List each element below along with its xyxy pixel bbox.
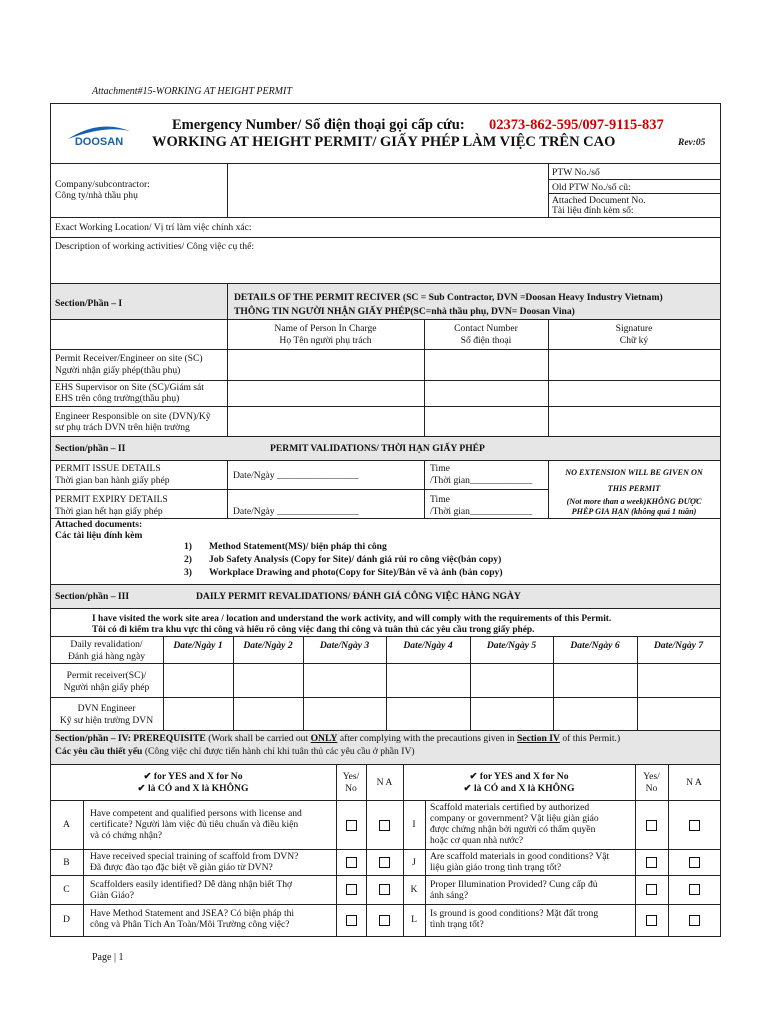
item-l-yes-checkbox[interactable] <box>646 915 657 926</box>
section-4-note-end: of this Permit.) <box>562 733 621 744</box>
item-d-line-1: Have Method Statement and JSEA? Có biện pháp thi <box>90 908 295 919</box>
compliance-statement-vi: Tôi có đi kiểm tra khu vực thi công và hiểu rõ công việc đang thi công và tuân thủ các yêu cầu trong giấy phép. <box>92 625 535 635</box>
item-i-yes-checkbox[interactable] <box>646 820 657 831</box>
item-c-yes-checkbox[interactable] <box>346 884 357 895</box>
day-4-header: Date/Ngày 4 <box>403 640 453 651</box>
expiry-date-field[interactable]: Date/Ngày _________________ <box>233 506 359 517</box>
doosan-logo <box>65 121 133 151</box>
day-3-header: Date/Ngày 3 <box>319 640 370 651</box>
day-1-header: Date/Ngày 1 <box>173 640 223 651</box>
section-4-title-vi: Các yêu cầu thiết yếu <box>55 746 143 757</box>
item-d-na-checkbox[interactable] <box>379 915 390 926</box>
row-ehs-supervisor-vi: EHS trên công trường(thầu phụ) <box>55 393 180 404</box>
logo-text: DOOSAN <box>74 136 124 148</box>
item-c-na-checkbox[interactable] <box>379 884 390 895</box>
no-header-left: No <box>345 783 357 794</box>
item-j-na-checkbox[interactable] <box>689 857 700 868</box>
compliance-statement-en: I have visited the work site area / location and understand the work activity, and will comply with the requirements of this Permit. <box>92 614 612 624</box>
item-a-line-2: certificate? Người làm việc đủ tiêu chuẩn và điều kiện <box>90 819 299 830</box>
item-k-yes-checkbox[interactable] <box>646 884 657 895</box>
attached-doc-label-vi: Tài liệu đính kèm số: <box>552 205 634 216</box>
item-b-line-2: Đã được đào tạo đặc biệt về giàn giáo từ DVN? <box>90 862 273 873</box>
section-4-note-line-vi <box>55 746 415 757</box>
item-a-yes-checkbox[interactable] <box>346 820 357 831</box>
permit-receiver-row-en: Permit receiver(SC)/ <box>66 670 147 681</box>
na-header-left: N A <box>376 777 393 788</box>
no-extension-note-4: PHÉP GIA HẠN (không quá 1 tuần) <box>571 507 697 516</box>
company-label-en: Company/subcontractor: <box>55 179 150 190</box>
daily-revalidation-vi: Đánh giá hàng ngày <box>68 651 145 662</box>
dvn-engineer-row-en: DVN Engineer <box>77 703 136 714</box>
row-dvn-engineer-vi: sư phụ trách DVN trên hiện trường <box>55 422 190 433</box>
page-number: Page | 1 <box>92 952 124 963</box>
doc-2-text: Job Safety Analysis (Copy for Site)/ đánh giá rủi ro công việc(bản copy) <box>209 554 502 565</box>
column-signature-vi: Chữ ký <box>619 335 649 346</box>
item-a-line-1: Have competent and qualified persons with license and <box>90 808 302 819</box>
revision-label: Rev:05 <box>678 138 706 148</box>
attached-doc-label-en: Attached Document No. <box>552 195 646 206</box>
item-b-yes-checkbox[interactable] <box>346 857 357 868</box>
section-1-label: Section/Phần – I <box>55 298 123 309</box>
attached-documents-en: Attached documents: <box>55 519 143 530</box>
item-letter: C <box>63 884 70 895</box>
no-extension-note-1: NO EXTENSION WILL BE GIVEN ON <box>565 468 703 477</box>
item-c-line-2: Giàn Giáo? <box>90 890 134 901</box>
expiry-details-en: PERMIT EXPIRY DETAILS <box>55 494 168 505</box>
doc-3-number: 3) <box>184 567 192 578</box>
item-letter: I <box>412 819 416 830</box>
item-i-line-1: Scaffold materials certified by authorized <box>430 802 590 813</box>
item-letter: A <box>63 819 70 830</box>
item-letter: D <box>63 914 70 925</box>
permit-title: WORKING AT HEIGHT PERMIT/ GIẤY PHÉP LÀM VIỆC TRÊN CAO <box>152 134 616 150</box>
item-i-line-4: hoặc cơ quan nhà nước? <box>430 835 524 846</box>
emergency-label: Emergency Number/ Số điện thoại gọi cấp cứu: <box>172 117 465 133</box>
issue-details-vi: Thời gian ban hành giấy phép <box>55 475 170 486</box>
item-l-line-1: Is ground is good conditions? Mặt đất trong <box>430 908 599 919</box>
issue-details-en: PERMIT ISSUE DETAILS <box>55 463 161 474</box>
section-4-note-pre: (Work shall be carried out <box>208 733 309 744</box>
section-4-label: Section/phần – IV: <box>55 733 131 744</box>
column-contact-en: Contact Number <box>454 323 518 334</box>
item-k-na-checkbox[interactable] <box>689 884 700 895</box>
column-name-en: Name of Person In Charge <box>274 323 377 334</box>
item-letter: K <box>410 884 418 895</box>
section-1-title-en: DETAILS OF THE PERMIT RECIVER (SC = Sub Contractor, DVN =Doosan Heavy Industry Vietnam) <box>234 292 663 303</box>
expiry-time-field[interactable]: /Thời gian_____________ <box>430 506 533 517</box>
doc-2-number: 2) <box>184 554 192 565</box>
section-4-note-mid: after complying with the precautions given in <box>339 733 515 744</box>
section-4-note-only: ONLY <box>310 733 338 744</box>
item-letter: B <box>63 857 70 868</box>
column-signature-en: Signature <box>615 323 653 334</box>
working-location-label: Exact Working Location/ Vị trí làm việc chính xác: <box>55 222 252 233</box>
section-4-note-line <box>55 733 620 744</box>
section-2-label: Section/phần – II <box>55 443 126 454</box>
item-d-yes-checkbox[interactable] <box>346 915 357 926</box>
company-label-vi: Công ty/nhà thầu phụ <box>55 190 138 201</box>
dvn-engineer-row-vi: Kỹ sư hiện trường DVN <box>59 715 154 726</box>
attached-documents-vi: Các tài liệu đính kèm <box>55 530 143 541</box>
no-extension-note-3: (Not more than a week)KHÔNG ĐƯỢC <box>566 497 702 506</box>
day-5-header: Date/Ngày 5 <box>486 640 537 651</box>
item-l-line-2: tình trạng tốt? <box>430 919 484 930</box>
ptw-number-label: PTW No./số <box>552 167 600 178</box>
issue-time-label: Time <box>430 463 450 474</box>
work-description-label: Description of working activities/ Công việc cụ thể: <box>55 241 255 252</box>
item-b-line-1: Have received special training of scaffold from DVN? <box>90 851 299 862</box>
item-k-line-1: Proper Illumination Provided? Cung cấp đủ <box>430 879 598 890</box>
section-4-title: PREREQUISITE <box>133 733 206 744</box>
doc-3-text: Workplace Drawing and photo(Copy for Site)/Bản vẽ và ảnh (bản copy) <box>209 567 503 578</box>
day-2-header: Date/Ngày 2 <box>243 640 293 651</box>
no-extension-note-2: THIS PERMIT <box>607 484 661 493</box>
day-7-header: Date/Ngày 7 <box>653 640 704 651</box>
company-field[interactable] <box>229 165 546 215</box>
section-3-label: Section/phần – III <box>55 591 130 602</box>
legend-right-vi: ✔ là CÓ and X là KHÔNG <box>463 783 575 794</box>
column-name-vi: Họ Tên người phụ trách <box>279 335 372 346</box>
item-letter: L <box>411 914 417 925</box>
item-k-line-2: ánh sáng? <box>430 890 469 901</box>
doc-1-text: Method Statement(MS)/ biện pháp thi công <box>209 541 387 552</box>
legend-left-en: ✔ for YES and X for No <box>143 771 243 782</box>
item-i-na-checkbox[interactable] <box>689 820 700 831</box>
doc-1-number: 1) <box>184 541 192 552</box>
yes-header-left: Yes/ <box>342 771 360 782</box>
item-i-line-2: company or government? Vật liệu giàn giáo <box>430 813 599 824</box>
permit-receiver-row-vi: Người nhận giấy phép <box>63 682 150 693</box>
section-4-note-ref: Section IV <box>517 733 560 744</box>
item-c-line-1: Scaffolders easily identified? Dễ dàng nhận biết Thợ <box>90 879 293 890</box>
item-a-na-checkbox[interactable] <box>379 820 390 831</box>
row-dvn-engineer-en: Engineer Responsible on site (DVN)/Kỹ <box>55 411 211 422</box>
item-i-line-3: được chứng nhận bởi người có thẩm quyền <box>430 824 596 835</box>
issue-time-field[interactable]: /Thời gian_____________ <box>430 475 533 486</box>
yes-header-right: Yes/ <box>643 771 660 782</box>
na-header-right: N A <box>686 777 702 788</box>
day-6-header: Date/Ngày 6 <box>570 640 620 651</box>
item-b-na-checkbox[interactable] <box>379 857 390 868</box>
expiry-details-vi: Thời gian hết hạn giấy phép <box>55 506 163 517</box>
item-j-line-2: liệu giàn giáo trong tình trạng tốt? <box>430 862 562 873</box>
section-3-title: DAILY PERMIT REVALIDATIONS/ ĐÁNH GIÁ CÔNG VIỆC HÀNG NGÀY <box>196 591 521 602</box>
emergency-number: 02373-862-595/097-9115-837 <box>489 117 664 133</box>
expiry-time-label: Time <box>430 494 450 505</box>
row-permit-receiver-en: Permit Receiver/Engineer on site (SC) <box>55 353 203 364</box>
attachment-label: Attachment#15-WORKING AT HEIGHT PERMIT <box>92 86 292 97</box>
section-2-title: PERMIT VALIDATIONS/ THỜI HẠN GIẤY PHÉP <box>270 443 485 454</box>
section-4-note-vi: (Công việc chỉ được tiến hành chỉ khi tuân thủ các yêu cầu ở phần IV) <box>144 746 415 757</box>
legend-left-vi: ✔ là CÓ and X là KHÔNG <box>137 783 249 794</box>
item-l-na-checkbox[interactable] <box>689 915 700 926</box>
daily-revalidation-en: Daily revalidation/ <box>70 639 143 650</box>
item-j-line-1: Are scaffold materials in good conditions? Vật <box>430 851 610 862</box>
item-letter: J <box>412 857 416 868</box>
column-contact-vi: Số điện thoại <box>460 335 512 346</box>
item-a-line-3: và có chứng nhận? <box>90 830 163 841</box>
old-ptw-number-label: Old PTW No./số cũ: <box>552 182 631 193</box>
row-ehs-supervisor-en: EHS Supervisor on Site (SC)/Giám sát <box>55 382 204 393</box>
legend-right-en: ✔ for YES and X for No <box>469 771 569 782</box>
section-1-title-vi: THÔNG TIN NGƯỜI NHẬN GIẤY PHÉP(SC=nhà thầu phụ, DVN= Doosan Vina) <box>234 306 575 317</box>
item-d-line-2: công và Phân Tích An Toàn/Môi Trường công việc? <box>90 919 290 930</box>
row-permit-receiver-vi: Người nhận giấy phép(thầu phụ) <box>55 365 181 376</box>
item-j-yes-checkbox[interactable] <box>646 857 657 868</box>
issue-date-field[interactable]: Date/Ngày _________________ <box>233 470 359 481</box>
no-header-right: No <box>645 783 658 794</box>
